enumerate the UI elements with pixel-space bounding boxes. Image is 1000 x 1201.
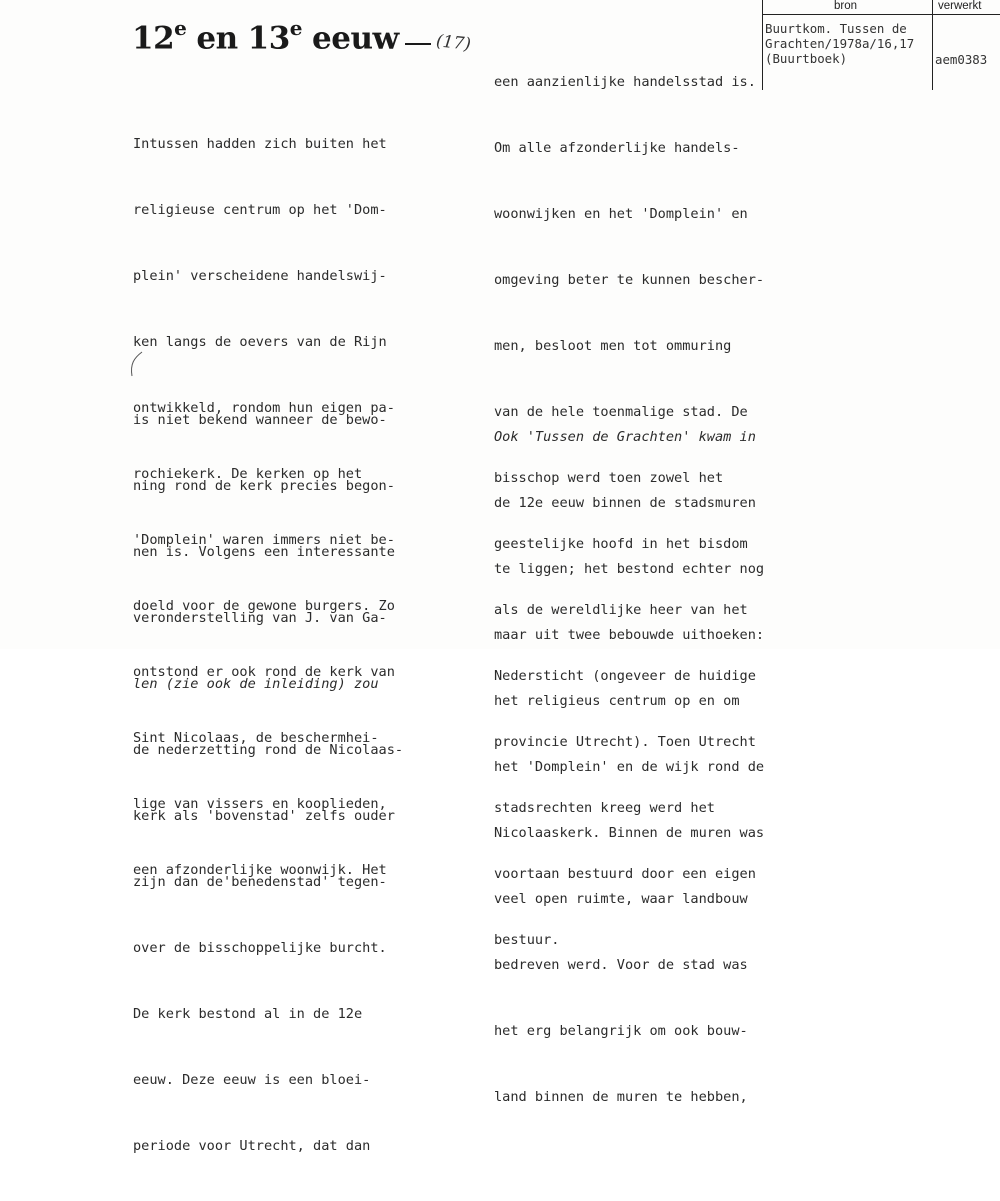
text-line: veronderstelling van J. van Ga- — [133, 610, 387, 626]
text-line: stadsrechten kreeg werd het — [494, 800, 715, 816]
text-line: bedreven werd. Voor de stad was — [494, 957, 748, 973]
text-line: de nederzetting rond de Nicolaas- — [133, 742, 404, 758]
text-line: maar uit twee bebouwde uithoeken: — [494, 627, 765, 643]
text-line: eeuw. Deze eeuw is een bloei- — [133, 1072, 371, 1088]
text-line: ken langs de oevers van de Rijn — [133, 334, 387, 350]
text-line: kerk als 'bovenstad' zelfs ouder — [133, 808, 395, 824]
page-heading — [132, 18, 431, 56]
text-line: zijn dan de'benedenstad' tegen- — [133, 874, 387, 890]
text-line: lige van vissers en kooplieden, — [133, 796, 387, 812]
text-line: omgeving beter te kunnen bescher- — [494, 272, 765, 288]
text-line: woonwijken en het 'Domplein' en — [494, 206, 748, 222]
stamp-processed-code: aem0383 — [935, 52, 988, 67]
text-line: Sint Nicolaas, de beschermhei- — [133, 730, 379, 746]
text-line: land binnen de muren te hebben, — [494, 1089, 748, 1105]
heading-century-12: 12 — [132, 20, 175, 57]
text-line: de 12e eeuw binnen de stadsmuren — [494, 495, 756, 511]
text-line: Om alle afzonderlijke handels- — [494, 140, 740, 156]
text-line: De kerk bestond al in de 12e — [133, 1006, 363, 1022]
text-line: Nicolaaskerk. Binnen de muren was — [494, 825, 765, 841]
heading-century-13: 13 — [247, 20, 290, 57]
stamp-source-line-2: Grachten/1978a/16,17 — [765, 36, 915, 51]
text-line: bestuur. — [494, 932, 560, 948]
heading-sup-2: e — [289, 16, 303, 40]
text-line: een aanzienlijke handelsstad is. — [494, 74, 756, 90]
stamp-header-source: bron — [834, 0, 858, 12]
text-line: religieuse centrum op het 'Dom- — [133, 202, 387, 218]
stamp-header-rule — [762, 14, 1000, 15]
stamp-source-line-1: Buurtkom. Tussen de — [765, 21, 907, 36]
stamp-source-line-3: (Buurtboek) — [765, 51, 848, 66]
text-line: over de bisschoppelijke burcht. — [133, 940, 387, 956]
stamp-header-processed: verwerkt — [938, 0, 982, 12]
right-column-paragraph-2 — [494, 382, 764, 1152]
text-line: men, besloot men tot ommuring — [494, 338, 732, 354]
text-line: een afzonderlijke woonwijk. Het — [133, 862, 387, 878]
text-line: veel open ruimte, waar landbouw — [494, 891, 748, 907]
source-stamp-table — [762, 0, 1000, 90]
heading-eeuw: eeuw — [312, 20, 399, 57]
text-line: len (zie ook de inleiding) zou — [133, 676, 379, 692]
text-line: nen is. Volgens een interessante — [133, 544, 395, 560]
text-line: doeld voor de gewone burgers. Zo — [133, 598, 395, 614]
text-line: 'Domplein' waren immers niet be- — [133, 532, 395, 548]
text-line: als de wereldlijke heer van het — [494, 602, 748, 618]
text-line: geestelijke hoofd in het bisdom — [494, 536, 748, 552]
text-line: van de hele toenmalige stad. De — [494, 404, 748, 420]
heading-sup-1: e — [174, 16, 187, 40]
text-line: rochiekerk. De kerken op het — [133, 466, 363, 482]
text-line: voortaan bestuurd door een eigen — [494, 866, 756, 882]
text-line: Intussen hadden zich buiten het — [133, 136, 387, 152]
text-line: Ook 'Tussen de Grachten' kwam in — [494, 429, 756, 445]
text-line: het 'Domplein' en de wijk rond de — [494, 759, 765, 775]
left-column-paragraph-2 — [133, 365, 403, 1201]
heading-en: en — [196, 20, 238, 57]
text-line: het religieus centrum op en om — [494, 693, 740, 709]
text-line: is niet bekend wanneer de bewo- — [133, 412, 387, 428]
text-line: ontwikkeld, rondom hun eigen pa- — [133, 400, 395, 416]
text-line: provincie Utrecht). Toen Utrecht — [494, 734, 756, 750]
handwritten-page-note: (17) — [435, 31, 472, 55]
text-line: bisschop werd toen zowel het — [494, 470, 724, 486]
text-line: periode voor Utrecht, dat dan — [133, 1138, 371, 1154]
text-line: ontstond er ook rond de kerk van — [133, 664, 395, 680]
text-line: plein' verscheidene handelswij- — [133, 268, 387, 284]
text-line: ning rond de kerk precies begon- — [133, 478, 395, 494]
heading-underline-dash — [405, 43, 431, 45]
text-line: te liggen; het bestond echter nog — [494, 561, 765, 577]
text-line: het erg belangrijk om ook bouw- — [494, 1023, 748, 1039]
text-line: Nedersticht (ongeveer de huidige — [494, 668, 756, 684]
